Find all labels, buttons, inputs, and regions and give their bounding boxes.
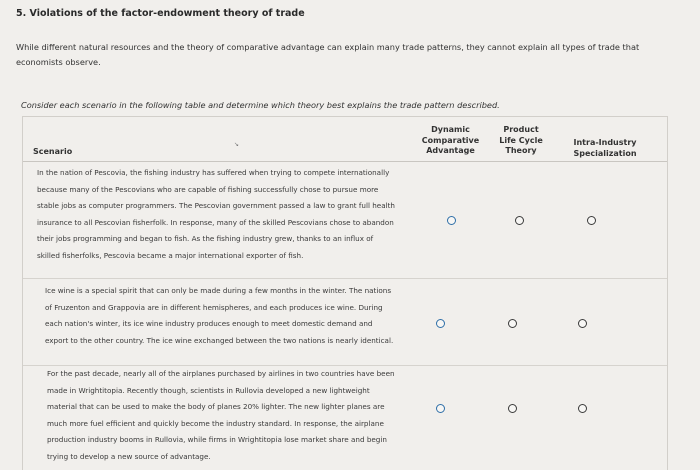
radio-dynamic-comparative-advantage[interactable] — [447, 216, 456, 225]
scenario-text: For the past decade, nearly all of the airplanes purchased by airlines in two countries have been made in Wrightitopia. Recently though, scientists in Rullovia developed a new lightweight material that can be used to make the body of planes 20% lighter. The new lighter planes are much more fuel efficient and quickly become the industry standard. In response, the airplane production industry booms in Rullovia, while firms in Wrightitopia lose market share and begin trying to develop a new source of advantage. — [47, 369, 395, 461]
header-mark: ↘ — [234, 141, 240, 148]
radio-intra-industry-specialization[interactable] — [578, 319, 587, 328]
intro-paragraph: While different natural resources and the theory of comparative advantage can explain many trade patterns, they cannot explain all types of trade that economists observe. — [16, 42, 640, 67]
radio-dynamic-comparative-advantage[interactable] — [436, 404, 445, 413]
radio-intra-industry-specialization[interactable] — [587, 216, 596, 225]
table-row — [23, 160, 667, 278]
header-dynamic-comparative-advantage: Dynamic Comparative Advantage — [421, 125, 480, 155]
radio-dynamic-comparative-advantage[interactable] — [436, 319, 445, 328]
scenario-header: Scenario — [33, 147, 73, 156]
table-header — [23, 116, 667, 162]
page-title: 5. Violations of the factor-endowment theory of trade — [16, 8, 305, 19]
theory-table — [22, 116, 668, 470]
table-row — [23, 279, 667, 365]
instruction-text: Consider each scenario in the following table and determine which theory best explains the trade pattern described. — [21, 100, 500, 110]
header-intra-industry-specialization: Intra-Industry Specialization — [573, 138, 637, 158]
radio-intra-industry-specialization[interactable] — [578, 404, 587, 413]
radio-product-life-cycle[interactable] — [508, 319, 517, 328]
scenario-text: Ice wine is a special spirit that can only be made during a few months in the winter. The nations of Fruzenton and Grappovia are in different hemispheres, and each produces ice wine. During each nation's winter, its ice wine industry produces enough to meet domestic demand and export to the other country. The ice wine exchanged between the two nations is nearly identical. — [45, 286, 394, 345]
table-row — [23, 366, 667, 470]
header-product-life-cycle-theory: Product Life Cycle Theory — [499, 125, 543, 155]
radio-product-life-cycle[interactable] — [515, 216, 524, 225]
scenario-text: In the nation of Pescovia, the fishing industry has suffered when trying to compete internationally because many of the Pescovians who are capable of fishing successfully chose to pursue more stable jobs as computer programmers. The Pescovian government passed a law to grant full health insurance to all Pescovian fisherfolk. In response, many of the skilled Pescovians chose to abandon their jobs programming and began to fish. As the fishing industry grew, thanks to an influx of skilled fisherfolks, Pescovia became a major international exporter of fish. — [37, 168, 395, 260]
radio-product-life-cycle[interactable] — [508, 404, 517, 413]
